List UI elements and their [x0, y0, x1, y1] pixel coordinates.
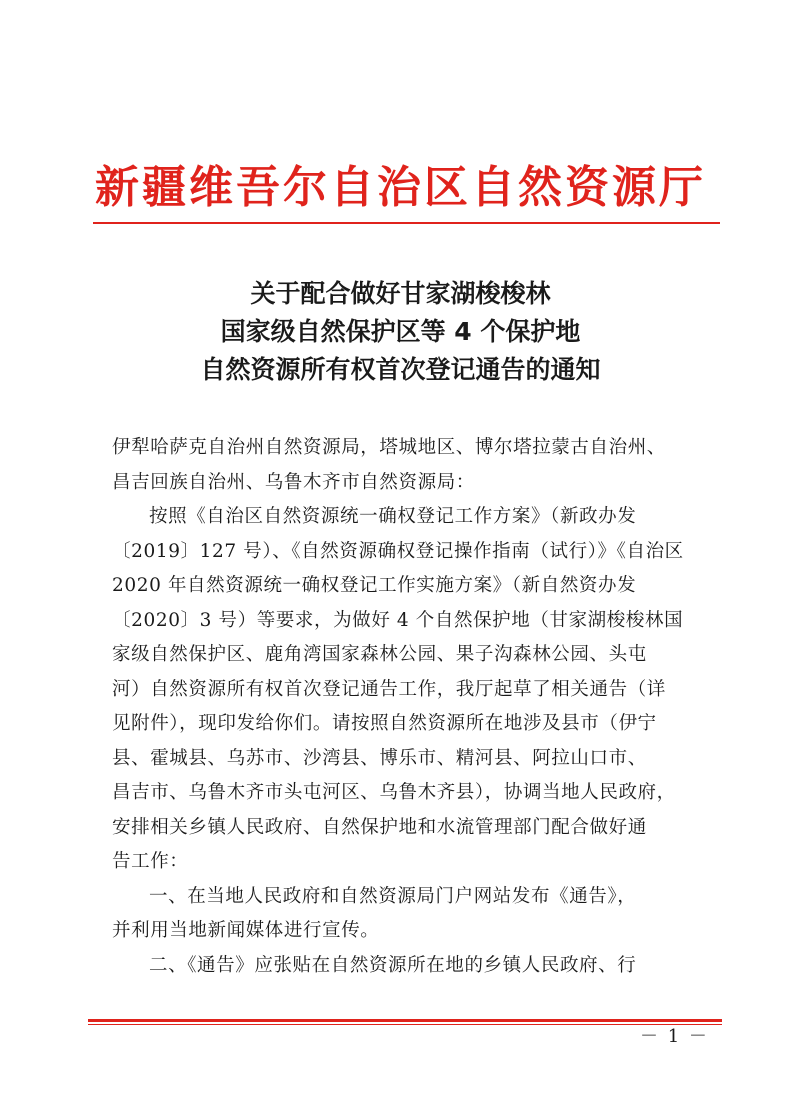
body-line: 二、《通告》应张贴在自然资源所在地的乡镇人民政府、行	[149, 954, 637, 976]
body-line: 伊犁哈萨克自治州自然资源局，塔城地区、博尔塔拉蒙古自治州、	[112, 437, 666, 458]
header-red-rule	[93, 222, 720, 224]
body-line: 2020 年自然资源统一确权登记工作实施方案》（新自然资办发	[112, 575, 637, 596]
body-line: 〔2019〕127 号）、《自然资源确权登记操作指南（试行）》《自治区	[112, 540, 684, 562]
body-line: 河）自然资源所有权首次登记通告工作，我厅起草了相关通告（详	[112, 678, 666, 700]
document-body	[112, 431, 712, 983]
document-title-line: 国家级自然保护区等 4 个保护地	[220, 317, 581, 346]
body-line: 告工作：	[112, 851, 189, 872]
footer-red-rule-thin	[88, 1024, 722, 1025]
body-line: 安排相关乡镇人民政府、自然保护地和水流管理部门配合做好通	[112, 816, 647, 838]
body-line: 一、在当地人民政府和自然资源局门户网站发布《通告》，	[149, 885, 637, 907]
document-title	[0, 275, 801, 389]
document-title-line: 关于配合做好甘家湖梭梭林	[250, 279, 551, 308]
body-line: 并利用当地新闻媒体进行宣传。	[112, 920, 380, 941]
footer-red-rule-thick	[88, 1019, 722, 1022]
body-line: 按照《自治区自然资源统一确权登记工作方案》（新政办发	[149, 506, 637, 527]
body-line: 昌吉市、乌鲁木齐市头屯河区、乌鲁木齐县），协调当地人民政府，	[112, 782, 676, 803]
agency-header-title: 新疆维吾尔自治区自然资源厅	[95, 162, 706, 213]
body-line: 家级自然保护区、鹿角湾国家森林公园、果子沟森林公园、头屯	[112, 644, 647, 665]
body-line: 见附件），现印发给你们。请按照自然资源所在地涉及县市（伊宁	[112, 713, 657, 734]
body-line: 县、霍城县、乌苏市、沙湾县、博乐市、精河县、阿拉山口市、	[112, 747, 647, 769]
body-line: 昌吉回族自治州、乌鲁木齐市自然资源局：	[112, 471, 475, 493]
body-line: 〔2020〕3 号）等要求，为做好 4 个自然保护地（甘家湖梭梭林国	[112, 609, 684, 631]
document-title-line: 自然资源所有权首次登记通告的通知	[200, 355, 601, 384]
page-number: － 1 －	[640, 1026, 709, 1047]
